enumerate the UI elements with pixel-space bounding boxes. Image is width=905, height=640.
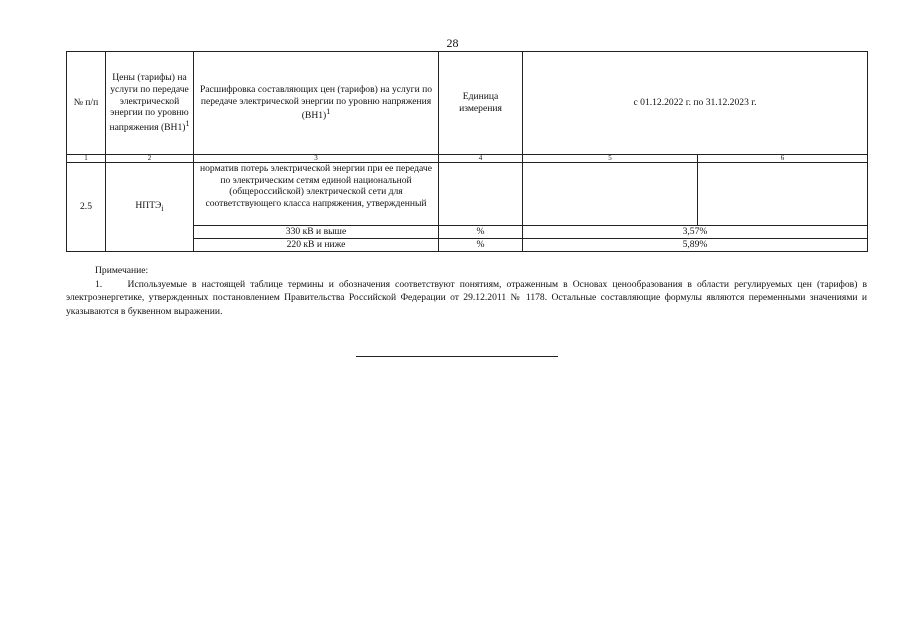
column-number: 5 [523, 155, 698, 163]
row-cell-empty [523, 163, 698, 226]
row-name: $НПТЭ_i$ [106, 163, 194, 252]
header-decoding: Расшифровка составляющих цен (тарифов) на услуги по передаче электрической энергии по уровню напряжения $(ВН1)^1$ [194, 52, 439, 155]
footnote-marker: 1 [185, 118, 190, 128]
table-row [67, 163, 868, 226]
table-header-row [67, 52, 868, 155]
note-item: 1. Используемые в настоящей таблице термины и обозначения соответствуют понятиям, отраженным в Основах ценообразования в области регулируемых цен (тарифов) в электроэнергетике, утвержденных постановлением Правительства Российской Федерации от 29.12.2011 № 1178. Остальные составляющие формулы являются переменными значениями и указываются в буквенном выражении. [66, 278, 867, 317]
column-number: 6 [698, 155, 868, 163]
subrow-unit: % [439, 239, 523, 252]
tariff-table [66, 51, 868, 252]
column-number-row [67, 155, 868, 163]
subrow-value: 3,57% [523, 226, 868, 239]
column-number: 3 [194, 155, 439, 163]
page-number: 28 [446, 36, 459, 50]
column-number: 1 [67, 155, 106, 163]
subrow-unit: % [439, 226, 523, 239]
header-unit: Единица измерения [439, 52, 523, 155]
header-price: Цены (тарифы) на услуги по передаче электрической энергии по уровню напряжения $(ВН1)^1$ [106, 52, 194, 155]
note-title: Примечание: [95, 265, 149, 276]
footnote-marker: 1 [326, 107, 331, 117]
header-period: с 01.12.2022 г. по 31.12.2023 г. [523, 52, 868, 155]
subrow-label: 220 кВ и ниже [194, 239, 439, 252]
separator-line [356, 356, 558, 357]
subrow-label: 330 кВ и выше [194, 226, 439, 239]
row-unit-empty [439, 163, 523, 226]
note [66, 264, 867, 318]
row-cell-empty [698, 163, 868, 226]
column-number: 2 [106, 155, 194, 163]
column-number: 4 [439, 155, 523, 163]
row-description: норматив потерь электрической энергии при ее передаче по электрическим сетям единой национальной (общероссийской) электрической сети для соответствующего класса напряжения, утвержденный [194, 163, 439, 226]
header-num: № п/п [67, 52, 106, 155]
subrow-value: 5,89% [523, 239, 868, 252]
row-num: 2.5 [67, 163, 106, 252]
